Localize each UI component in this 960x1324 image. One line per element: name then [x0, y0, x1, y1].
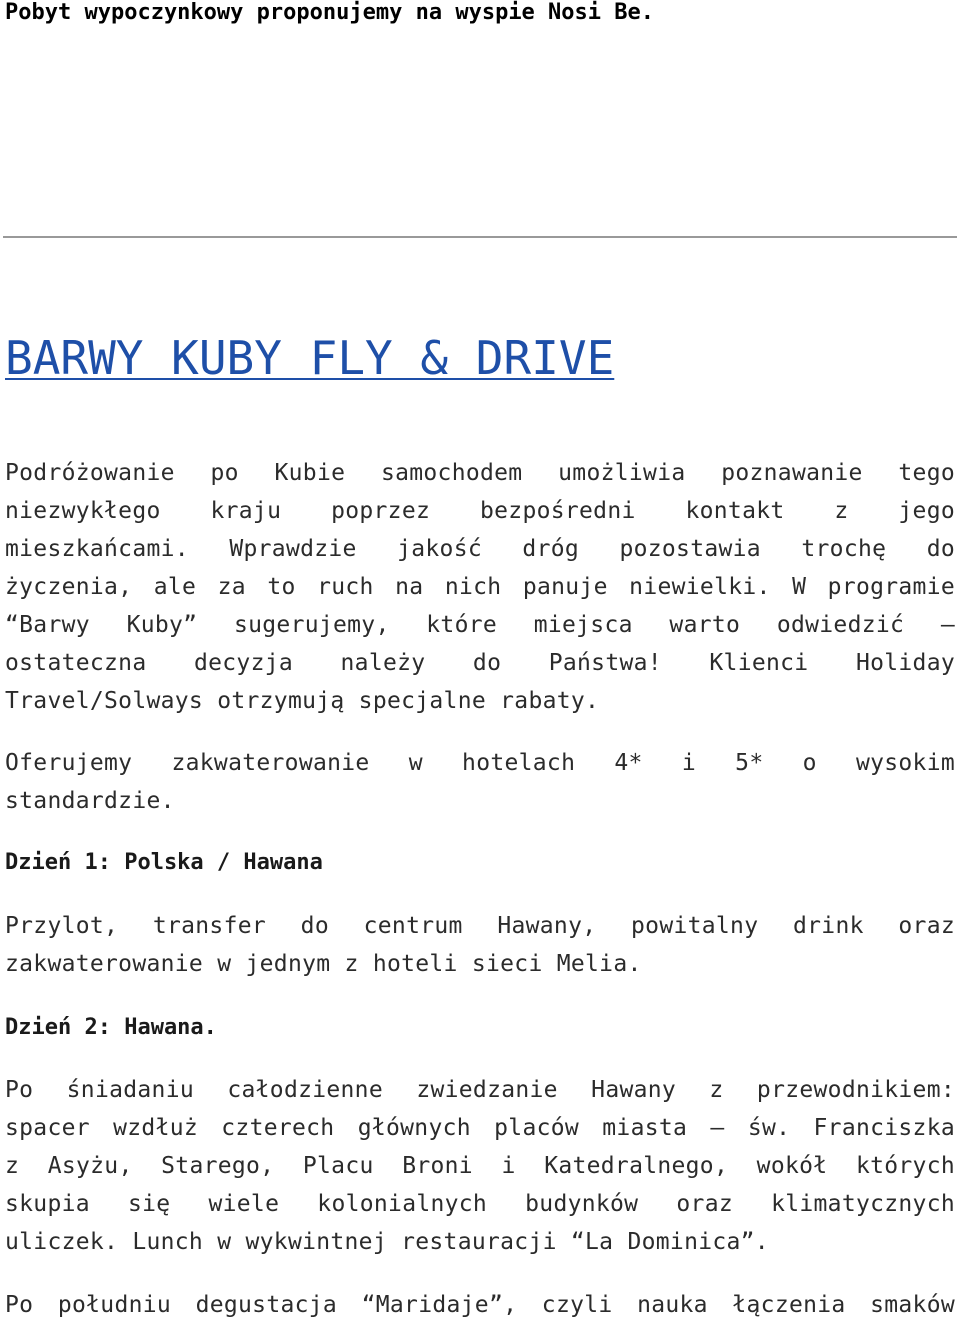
- paragraph-line: ostateczna decyzja należy do Państwa! Klienci Holiday: [5, 650, 955, 676]
- horizontal-divider: [3, 236, 957, 238]
- paragraph-line: skupia się wiele kolonialnych budynków oraz klimatycznych: [5, 1191, 955, 1217]
- paragraph-line: spacer wzdłuż czterech głównych placów miasta – św. Franciszka: [5, 1115, 955, 1141]
- title-link[interactable]: BARWY KUBY FLY & DRIVE: [5, 331, 615, 385]
- intro-text: Pobyt wypoczynkowy proponujemy na wyspie Nosi Be.: [5, 0, 655, 25]
- paragraph-line: Po południu degustacja “Maridaje”, czyli nauka łączenia smaków: [5, 1292, 955, 1318]
- paragraph-line: Oferujemy zakwaterowanie w hotelach 4* i 5* o wysokim: [5, 750, 955, 776]
- paragraph-line: uliczek. Lunch w wykwintnej restauracji “La Dominica”.: [5, 1229, 769, 1255]
- paragraph-afternoon: [5, 1286, 955, 1324]
- paragraph-line: Podróżowanie po Kubie samochodem umożliwia poznawanie tego: [5, 460, 955, 486]
- paragraph-day-2: [5, 1071, 955, 1261]
- paragraph-intro: [5, 454, 955, 720]
- paragraph-line: zakwaterowanie w jednym z hoteli sieci Melia.: [5, 951, 642, 977]
- paragraph-line: Po śniadaniu całodzienne zwiedzanie Hawany z przewodnikiem:: [5, 1077, 955, 1103]
- page-title: [5, 326, 614, 390]
- paragraph-line: niezwykłego kraju poprzez bezpośredni kontakt z jego: [5, 498, 955, 524]
- paragraph-line: Travel/Solways otrzymują specjalne rabaty.: [5, 688, 600, 714]
- paragraph-line: z Asyżu, Starego, Placu Broni i Katedralnego, wokół których: [5, 1153, 955, 1179]
- paragraph-day-1: [5, 907, 955, 983]
- day-1-heading: Dzień 1: Polska / Hawana: [5, 850, 323, 875]
- paragraph-line: mieszkańcami. Wprawdzie jakość dróg pozostawia trochę do: [5, 536, 955, 562]
- day-2-heading: Dzień 2: Hawana.: [5, 1015, 217, 1040]
- paragraph-hotels: [5, 744, 955, 820]
- paragraph-line: Przylot, transfer do centrum Hawany, powitalny drink oraz: [5, 913, 955, 939]
- paragraph-line: życzenia, ale za to ruch na nich panuje niewielki. W programie: [5, 574, 955, 600]
- paragraph-line: “Barwy Kuby” sugerujemy, które miejsca warto odwiedzić –: [5, 612, 955, 638]
- paragraph-line: standardzie.: [5, 788, 175, 814]
